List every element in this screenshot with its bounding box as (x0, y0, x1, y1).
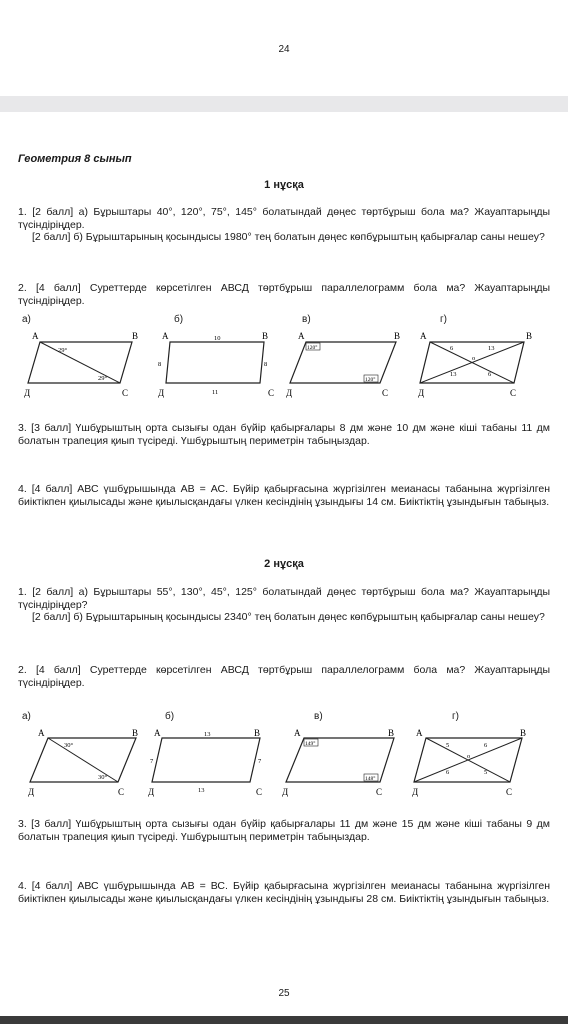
side-label: 8 (158, 361, 162, 368)
segment-label: 6 (484, 742, 488, 749)
v1-fig-b-label: б) (174, 314, 184, 325)
label-d: Д (28, 787, 35, 797)
label-b: B (526, 331, 533, 341)
side-label: 7 (150, 758, 154, 765)
label-d: Д (286, 388, 293, 398)
variant2-q1b: [2 балл] б) Бұрыштарының қосындысы 2340° тең болатын дөңес көпбұрыштың қабырғалар саны нешеу? (32, 611, 545, 623)
label-d: Д (418, 388, 425, 398)
segment-label: 6 (446, 769, 450, 776)
center-label: o (472, 355, 476, 362)
page-number-top: 24 (278, 44, 290, 55)
angle-label: 30° (98, 774, 108, 781)
label-c: C (510, 388, 517, 398)
variant2-question3 (18, 818, 550, 843)
variant1-question4 (18, 483, 550, 508)
label-b: B (132, 728, 139, 738)
angle-label: 120° (365, 377, 376, 383)
side-label: 13 (198, 787, 205, 794)
variant2-title: 2 нұсқа (264, 558, 304, 570)
label-a: A (38, 728, 45, 738)
segment-label: 5 (446, 742, 450, 749)
side-label: 7 (258, 758, 262, 765)
label-c: C (506, 787, 513, 797)
label-b: B (262, 331, 269, 341)
angle-label: 29° (98, 375, 108, 382)
label-a: A (162, 331, 169, 341)
variant1-q1b: [2 балл] б) Бұрыштарының қосындысы 1980° тең болатын дөңес көпбұрыштың қабырғалар саны нешеу? (32, 231, 545, 243)
angle-label: 30° (64, 742, 74, 749)
variant2-question4 (18, 880, 550, 905)
label-d: Д (24, 388, 31, 398)
bottom-edge (0, 1016, 568, 1024)
label-b: B (388, 728, 395, 738)
variant2-question2 (18, 664, 550, 689)
v1-figure-d (416, 328, 546, 398)
segment-label: 13 (488, 345, 495, 352)
variant1-question3 (18, 422, 550, 447)
label-b: B (520, 728, 527, 738)
label-a: A (420, 331, 427, 341)
page-number-bottom: 25 (278, 988, 290, 999)
v1-fig-a-label: а) (22, 314, 31, 325)
v2-fig-d-label: г) (452, 711, 459, 722)
segment-label: 5 (484, 769, 488, 776)
label-d: Д (158, 388, 165, 398)
variant1-q1a: 1. [2 балл] а) Бұрыштары 40°, 120°, 75°, 145° болатындай дөңес төртбұрыш бола ма? Жауаптарыңды түсіндіріңдер. (18, 206, 550, 231)
side-label: 8 (264, 361, 268, 368)
label-c: C (376, 787, 383, 797)
subject-title: Геометрия 8 сынып (18, 153, 132, 165)
side-label: 10 (214, 335, 221, 342)
angle-label: 149° (305, 741, 316, 747)
v2-fig-b-label: б) (165, 711, 175, 722)
segment-label: 6 (488, 371, 492, 378)
v1-figure-c (284, 328, 414, 398)
v1-fig-d-label: г) (440, 314, 447, 325)
variant2-q1a: 1. [2 балл] а) Бұрыштары 55°, 130°, 45°, 125° болатындай дөңес төртбұрыш бола ма? Жауаптарыңды түсіндіріңдер? (18, 586, 550, 611)
angle-label: 29° (58, 347, 68, 354)
variant2-question1 (18, 586, 550, 624)
v1-figure-a (22, 328, 152, 398)
label-b: B (254, 728, 261, 738)
variant1-q2: 2. [4 балл] Суреттерде көрсетілген АВСД төртбұрыш параллелограмм бола ма? Жауаптарыңды түсіндіріңдер. (18, 282, 550, 307)
label-b: B (132, 331, 139, 341)
variant2-q4: 4. [4 балл] АВС үшбұрышында АВ = ВС. Бүйір қабырғасына жүргізілген меианасы табанына жүргізілген биіктікпен қиылысады және қиылысқандағы үлкен кесіндінің ұзындығы 28 см. Биіктіктің ұзындығын табыңыз. (18, 880, 550, 905)
v2-figure-a (26, 726, 156, 798)
angle-label: 120° (307, 345, 318, 351)
side-label: 11 (212, 389, 219, 396)
label-a: A (294, 728, 301, 738)
label-c: C (118, 787, 125, 797)
label-c: C (256, 787, 263, 797)
segment-label: 13 (450, 371, 457, 378)
v2-figure-d (410, 726, 540, 798)
label-d: Д (148, 787, 155, 797)
center-label: o (467, 753, 471, 760)
label-d: Д (282, 787, 289, 797)
variant1-question2 (18, 282, 550, 307)
variant2-q2: 2. [4 балл] Суреттерде көрсетілген АВСД төртбұрыш параллелограмм бола ма? Жауаптарыңды түсіндіріңдер. (18, 664, 550, 689)
variant2-q3: 3. [3 балл] Үшбұрыштың орта сызығы одан бүйір қабырғалары 11 дм және 15 дм және кіші табаны 9 дм болатын трапеция қиып түсіреді. Үшбұрыштың периметрін табыңыздар. (18, 818, 550, 843)
label-c: C (122, 388, 129, 398)
variant1-q4: 4. [4 балл] АВС үшбұрышында АВ = АС. Бүйір қабырғасына жүргізілген меианасы табанына жүргізілген биіктікпен қиылысады және қиылысқандағы үлкен кесіндінің ұзындығы 14 см. Биіктіктің ұзындығын табыңыз. (18, 483, 550, 508)
label-b: B (394, 331, 401, 341)
v1-figure-b (156, 328, 286, 398)
v1-fig-c-label: в) (302, 314, 311, 325)
v2-fig-a-label: а) (22, 711, 31, 722)
label-a: A (154, 728, 161, 738)
v2-fig-c-label: в) (314, 711, 323, 722)
variant1-question1 (18, 206, 550, 244)
page-separator (0, 96, 568, 112)
side-label: 13 (204, 731, 211, 738)
label-a: A (416, 728, 423, 738)
variant1-q3: 3. [3 балл] Үшбұрыштың орта сызығы одан бүйір қабырғалары 8 дм және 10 дм және кіші табаны 11 дм болатын трапеция қиып түсіреді. Үшбұрыштың периметрін табыңыздар. (18, 422, 550, 447)
segment-label: 6 (450, 345, 454, 352)
label-c: C (382, 388, 389, 398)
label-c: C (268, 388, 275, 398)
label-d: Д (412, 787, 419, 797)
variant1-title: 1 нұсқа (264, 179, 304, 191)
v2-figure-b (146, 726, 276, 798)
angle-label: 148° (365, 776, 376, 782)
label-a: A (298, 331, 305, 341)
v2-figure-c (280, 726, 410, 798)
label-a: A (32, 331, 39, 341)
